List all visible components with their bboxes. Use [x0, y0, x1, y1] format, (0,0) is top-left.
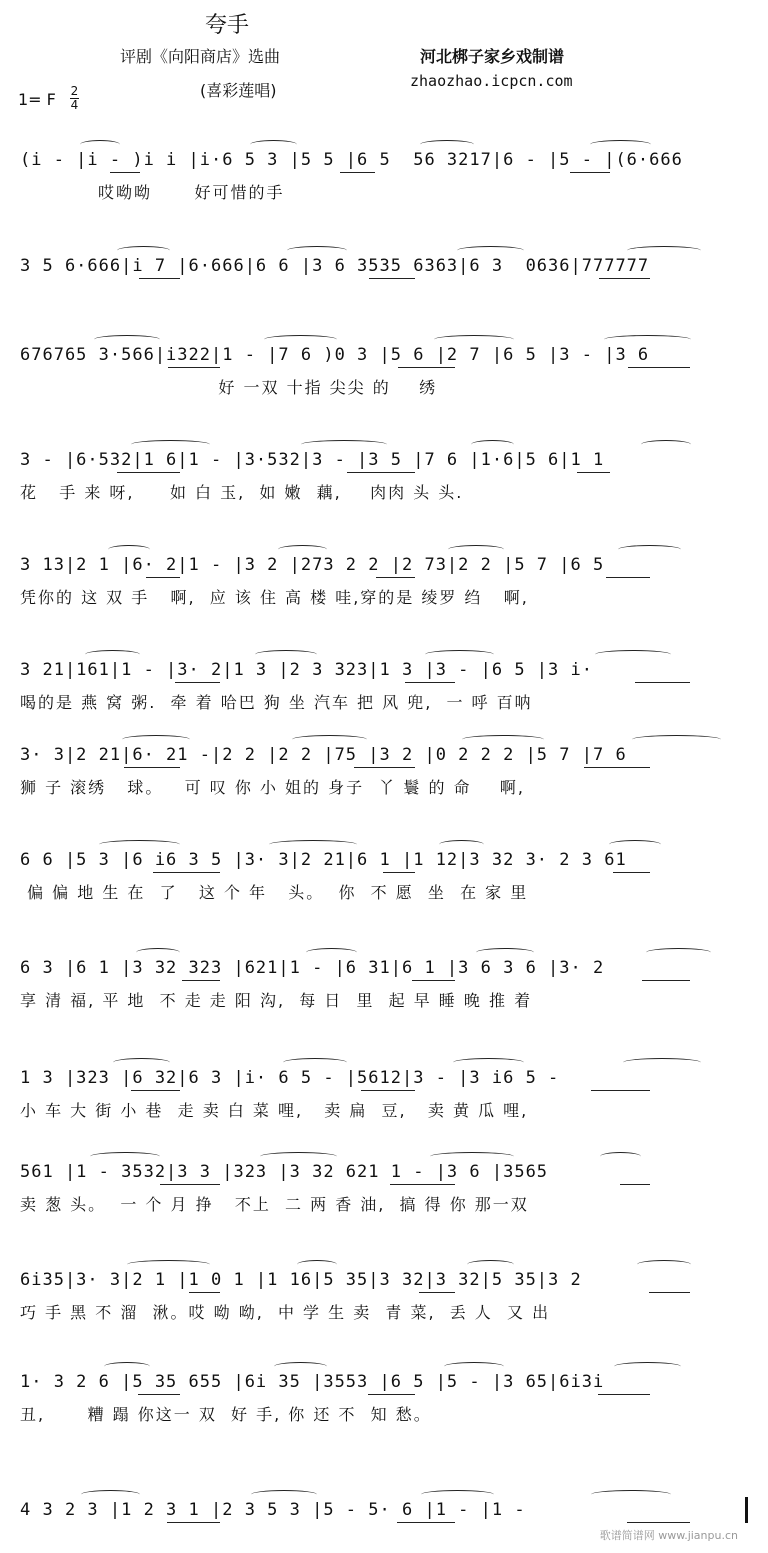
slur-mark: [425, 650, 494, 659]
slur-mark: [453, 1058, 524, 1067]
final-barline: [745, 1497, 748, 1523]
slur-mark: [595, 650, 671, 659]
beam-underline: [390, 1184, 455, 1185]
slur-mark: [301, 440, 387, 449]
notation-line: 561 |1 - 3532|3 3 |323 |3 32 621 1 - |3 6 |3565: [20, 1162, 549, 1182]
slur-mark: [476, 948, 534, 957]
notation-line: 3 5 6·666|i 7 |6·666|6 6 |3 6 3535 6363|6 3 0636|777777: [20, 256, 650, 276]
slur-mark: [260, 1152, 337, 1161]
beam-underline: [599, 278, 650, 279]
slur-mark: [127, 1260, 210, 1269]
slur-mark: [297, 1260, 337, 1269]
slur-mark: [104, 1362, 150, 1371]
notation-line: 3 21|161|1 - |3· 2|1 3 |2 3 323|1 3 |3 - |6 5 |3 i·: [20, 660, 593, 680]
notation-line: 3· 3|2 21|6· 21 -|2 2 |2 2 |75 |3 2 |0 2 2 2 |5 7 |7 6: [20, 745, 627, 765]
slur-mark: [108, 545, 150, 554]
slur-mark: [278, 545, 327, 554]
slur-mark: [85, 650, 140, 659]
beam-underline: [405, 682, 455, 683]
time-signature: [70, 86, 79, 111]
slur-mark: [420, 140, 474, 149]
beam-underline: [383, 872, 415, 873]
slur-mark: [113, 1058, 170, 1067]
beam-underline: [591, 1090, 650, 1091]
beam-underline: [131, 1090, 180, 1091]
slur-mark: [467, 1260, 514, 1269]
lyric-line: 小 车 大 街 小 巷 走 卖 白 菜 哩, 卖 扁 豆, 卖 黄 瓜 哩,: [20, 1101, 529, 1120]
slur-mark: [614, 1362, 681, 1371]
beam-underline: [398, 367, 455, 368]
beam-underline: [175, 682, 220, 683]
beam-underline: [110, 172, 140, 173]
lyric-line: 哎呦呦 好可惜的手: [20, 183, 285, 202]
notation-line: 676765 3·566|i322|1 - |7 6 )0 3 |5 6 |2 7 |6 5 |3 - |3 6: [20, 345, 650, 365]
slur-mark: [646, 948, 711, 957]
slur-mark: [264, 335, 337, 344]
slur-mark: [623, 1058, 701, 1067]
beam-underline: [642, 980, 690, 981]
slur-mark: [641, 440, 691, 449]
beam-underline: [627, 1522, 690, 1523]
watermark: 歌谱简谱网 www.jianpu.cn: [599, 1529, 738, 1542]
slur-mark: [600, 1152, 641, 1161]
slur-mark: [444, 1362, 504, 1371]
slur-mark: [81, 1490, 140, 1499]
beam-underline: [649, 1292, 690, 1293]
slur-mark: [269, 840, 357, 849]
slur-mark: [90, 1152, 160, 1161]
slur-mark: [421, 1490, 494, 1499]
beam-underline: [354, 767, 415, 768]
slur-mark: [117, 246, 170, 255]
slur-mark: [590, 140, 651, 149]
beam-underline: [153, 872, 220, 873]
slur-mark: [471, 440, 514, 449]
beam-underline: [138, 1394, 180, 1395]
notation-line: 4 3 2 3 |1 2 3 1 |2 3 5 3 |5 - 5· 6 |1 - |1 -: [20, 1500, 526, 1520]
notation-line: 6 3 |6 1 |3 32 323 |621|1 - |6 31|6 1 |3 6 3 6 |3· 2: [20, 958, 605, 978]
meter-bottom: 4: [70, 98, 79, 112]
slur-mark: [287, 246, 347, 255]
slur-mark: [274, 1362, 327, 1371]
slur-mark: [255, 650, 317, 659]
slur-mark: [632, 735, 721, 744]
slur-mark: [637, 1260, 691, 1269]
slur-mark: [122, 735, 190, 744]
lyric-line: 卖 葱 头。 一 个 月 挣 不上 二 两 香 油, 搞 得 你 那一双: [20, 1195, 529, 1214]
slur-mark: [618, 545, 681, 554]
site-url: zhaozhao.icpcn.com: [410, 72, 573, 90]
lyric-line: 凭你的 这 双 手 啊, 应 该 住 高 楼 哇,穿的是 绫罗 绉 啊,: [20, 588, 529, 607]
beam-underline: [340, 172, 375, 173]
slur-mark: [250, 140, 297, 149]
beam-underline: [368, 1394, 415, 1395]
beam-underline: [369, 278, 415, 279]
beam-underline: [598, 1394, 650, 1395]
slur-mark: [439, 840, 484, 849]
beam-underline: [139, 278, 180, 279]
notation-line: 1· 3 2 6 |5 35 655 |6i 35 |3553 |6 5 |5 - |3 65|6i3i: [20, 1372, 605, 1392]
slur-mark: [462, 735, 544, 744]
meter-top: 2: [70, 84, 79, 98]
slur-mark: [251, 1490, 317, 1499]
lyric-line: 喝的是 燕 窝 粥. 牵 着 哈巴 狗 坐 汽车 把 风 兜, 一 呼 百呐: [20, 693, 533, 712]
slur-mark: [292, 735, 367, 744]
slur-mark: [80, 140, 120, 149]
beam-underline: [347, 472, 415, 473]
slur-mark: [591, 1490, 671, 1499]
lyric-line: 巧 手 黑 不 溜 湫。哎 呦 呦, 中 学 生 卖 青 菜, 丢 人 又 出: [20, 1303, 551, 1322]
slur-mark: [283, 1058, 347, 1067]
lyric-line: 享 清 福, 平 地 不 走 走 阳 沟, 每 日 里 起 早 睡 晚 推 着: [20, 991, 533, 1010]
beam-underline: [189, 1292, 220, 1293]
notation-line: (i - |i - )i i |i·6 5 3 |5 5 |6 5 56 3217|6 - |5 - |(6·666: [20, 150, 683, 170]
beam-underline: [361, 1090, 415, 1091]
lyric-line: 狮 子 滚绣 球。 可 叹 你 小 姐的 身子 丫 鬟 的 命 啊,: [20, 778, 525, 797]
beam-underline: [182, 980, 220, 981]
beam-underline: [376, 577, 415, 578]
slur-mark: [627, 246, 701, 255]
key-signature: 1= F: [18, 90, 56, 109]
slur-mark: [609, 840, 661, 849]
notation-line: 3 - |6·532|1 6|1 - |3·532|3 - |3 5 |7 6 |1·6|5 6|1 1: [20, 450, 605, 470]
lyric-line: 偏 偏 地 生 在 了 这 个 年 头。 你 不 愿 坐 在 家 里: [20, 883, 529, 902]
slur-mark: [434, 335, 514, 344]
beam-underline: [168, 367, 220, 368]
slur-mark: [99, 840, 180, 849]
beam-underline: [635, 682, 690, 683]
beam-underline: [577, 472, 610, 473]
beam-underline: [419, 1292, 455, 1293]
beam-underline: [124, 767, 180, 768]
beam-underline: [117, 472, 180, 473]
song-title: 夸手: [205, 13, 250, 38]
beam-underline: [628, 367, 690, 368]
beam-underline: [570, 172, 610, 173]
beam-underline: [160, 1184, 220, 1185]
notation-line: 6 6 |5 3 |6 i6 3 5 |3· 3|2 21|6 1 |1 12|3 32 3· 2 3 61: [20, 850, 627, 870]
notation-line: 6i35|3· 3|2 1 |1 0 1 |1 16|5 35|3 32|3 32|5 35|3 2: [20, 1270, 582, 1290]
slur-mark: [430, 1152, 514, 1161]
notation-line: 3 13|2 1 |6· 2|1 - |3 2 |273 2 2 |2 73|2 2 |5 7 |6 5: [20, 555, 605, 575]
lyric-line: 好 一双 十指 尖尖 的 绣: [20, 378, 438, 397]
slur-mark: [306, 948, 357, 957]
beam-underline: [412, 980, 455, 981]
singer-credit: (喜彩莲唱): [200, 81, 277, 100]
slur-mark: [448, 545, 504, 554]
beam-underline: [146, 577, 180, 578]
beam-underline: [620, 1184, 650, 1185]
beam-underline: [584, 767, 650, 768]
notation-line: 1 3 |323 |6 32|6 3 |i· 6 5 - |5612|3 - |3 i6 5 -: [20, 1068, 560, 1088]
beam-underline: [613, 872, 650, 873]
slur-mark: [94, 335, 160, 344]
beam-underline: [606, 577, 650, 578]
lyric-line: 丑, 糟 蹋 你这一 双 好 手, 你 还 不 知 愁。: [20, 1405, 432, 1424]
beam-underline: [167, 1522, 220, 1523]
slur-mark: [136, 948, 180, 957]
arranger-credit: 河北梆子家乡戏制谱: [420, 47, 565, 66]
slur-mark: [457, 246, 524, 255]
slur-mark: [604, 335, 691, 344]
slur-mark: [131, 440, 210, 449]
lyric-line: 花 手 来 呀, 如 白 玉, 如 嫩 藕, 肉肉 头 头.: [20, 483, 464, 502]
beam-underline: [397, 1522, 455, 1523]
song-subtitle: 评剧《向阳商店》选曲: [120, 47, 281, 66]
